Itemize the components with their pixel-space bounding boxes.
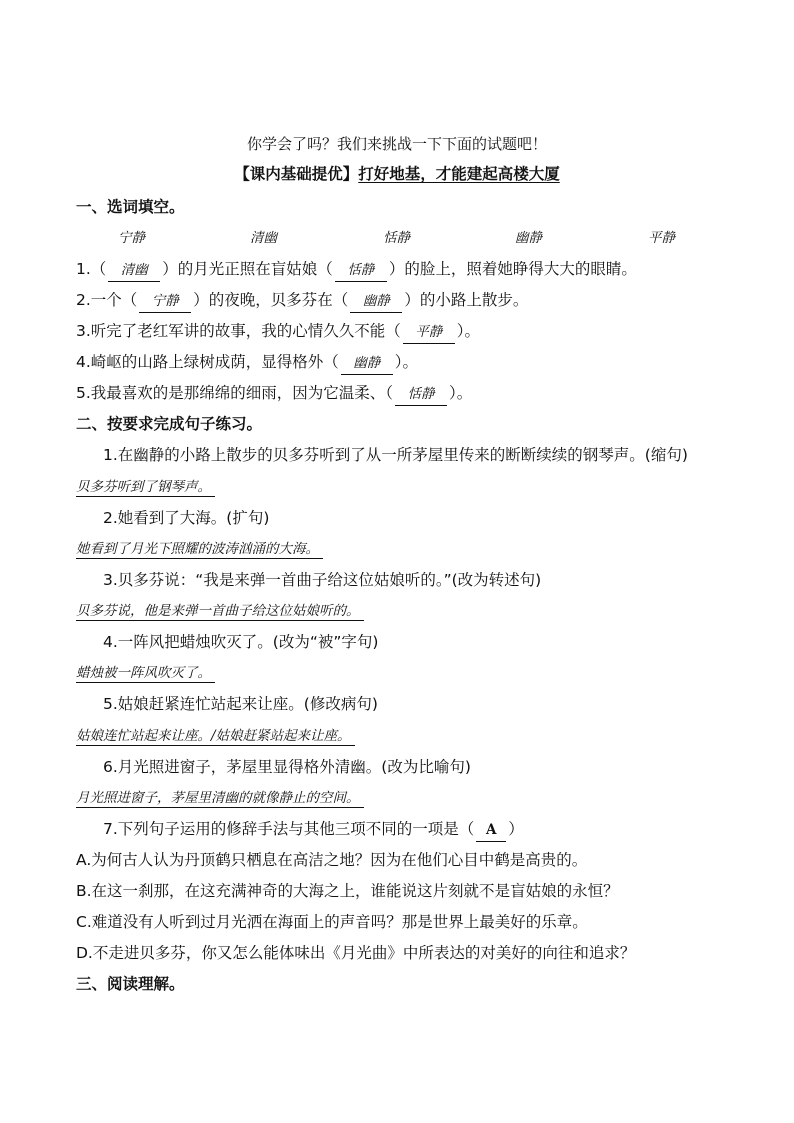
- answer-text: 她看到了月光下照耀的波涛汹涌的大海。: [76, 541, 323, 559]
- answer-blank: 宁静: [139, 290, 191, 313]
- fill-item: 1.（ 清幽 ）的月光正照在盲姑娘（ 恬静 ）的脸上，照着她睁得大大的眼睛。: [76, 258, 637, 282]
- word-option: 宁静: [118, 230, 145, 246]
- option-b: B.在这一刹那，在这充满神奇的大海之上，谁能说这片刻就不是盲姑娘的永恒？: [76, 882, 619, 900]
- section2-heading: 二、按要求完成句子练习。: [76, 415, 263, 433]
- word-option: 清幽: [250, 230, 277, 246]
- answer-text: 蜡烛被一阵风吹灭了。: [76, 665, 215, 683]
- intro-text: 你学会了吗？我们来挑战一下下面的试题吧！: [246, 135, 547, 153]
- answer-blank: 平静: [403, 321, 455, 344]
- banner-bracket: 【课内基础提优】: [234, 165, 359, 183]
- question-text: 3.贝多芬说：“我是来弹一首曲子给这位姑娘听的。”(改为转述句): [103, 571, 542, 589]
- fill-item: 2.一个（ 宁静 ）的夜晚，贝多芬在（ 幽静 ）的小路上散步。: [76, 289, 528, 313]
- answer-blank: 恬静: [395, 383, 447, 406]
- answer-blank: 幽静: [350, 290, 402, 313]
- section1-heading: 一、选词填空。: [76, 198, 185, 216]
- question-text: 5.姑娘赶紧连忙站起来让座。(修改病句): [103, 695, 378, 713]
- fill-item: 4.崎岖的山路上绿树成荫，显得格外（ 幽静 ）。: [76, 351, 418, 375]
- question-text: 2.她看到了大海。(扩句): [103, 509, 270, 527]
- word-option: 幽静: [515, 230, 542, 246]
- answer-text: 姑娘连忙站起来让座。/姑娘赶紧站起来让座。: [76, 728, 355, 746]
- option-d: D.不走进贝多芬，你又怎么能体味出《月光曲》中所表达的对美好的向往和追求？: [76, 944, 636, 962]
- answer-blank: 幽静: [341, 352, 393, 375]
- banner-slogan: 打好地基，才能建起高楼大厦: [358, 165, 560, 183]
- question-7: 7.下列句子运用的修辞手法与其他三项不同的一项是（ A ）: [103, 818, 524, 842]
- option-c: C.难道没有人听到过月光洒在海面上的声音吗？那是世界上最美好的乐章。: [76, 913, 588, 931]
- question-text: 4.一阵风把蜡烛吹灭了。(改为“被”字句): [103, 633, 379, 651]
- answer-text: 贝多芬听到了钢琴声。: [76, 479, 215, 497]
- fill-item: 3.听完了老红军讲的故事，我的心情久久不能（ 平静 ）。: [76, 320, 480, 344]
- answer-blank: 恬静: [335, 259, 387, 282]
- question-text: 1.在幽静的小路上散步的贝多芬听到了从一所茅屋里传来的断断续续的钢琴声。(缩句): [103, 446, 688, 464]
- banner: [0, 163, 794, 185]
- section3-heading: 三、阅读理解。: [76, 975, 185, 993]
- word-option: 平静: [648, 230, 675, 246]
- answer-text: 月光照进窗子，茅屋里清幽的就像静止的空间。: [76, 790, 364, 808]
- question-text: 6.月光照进窗子，茅屋里显得格外清幽。(改为比喻句): [103, 758, 471, 776]
- answer-text: 贝多芬说，他是来弹一首曲子给这位姑娘听的。: [76, 603, 364, 621]
- fill-item: 5.我最喜欢的是那绵绵的细雨，因为它温柔、（ 恬静 ）。: [76, 382, 472, 406]
- option-a: A.为何古人认为丹顶鹤只栖息在高洁之地？因为在他们心目中鹤是高贵的。: [76, 851, 588, 869]
- answer-blank: 清幽: [108, 259, 160, 282]
- answer-blank: A: [476, 819, 506, 842]
- word-option: 恬静: [383, 230, 410, 246]
